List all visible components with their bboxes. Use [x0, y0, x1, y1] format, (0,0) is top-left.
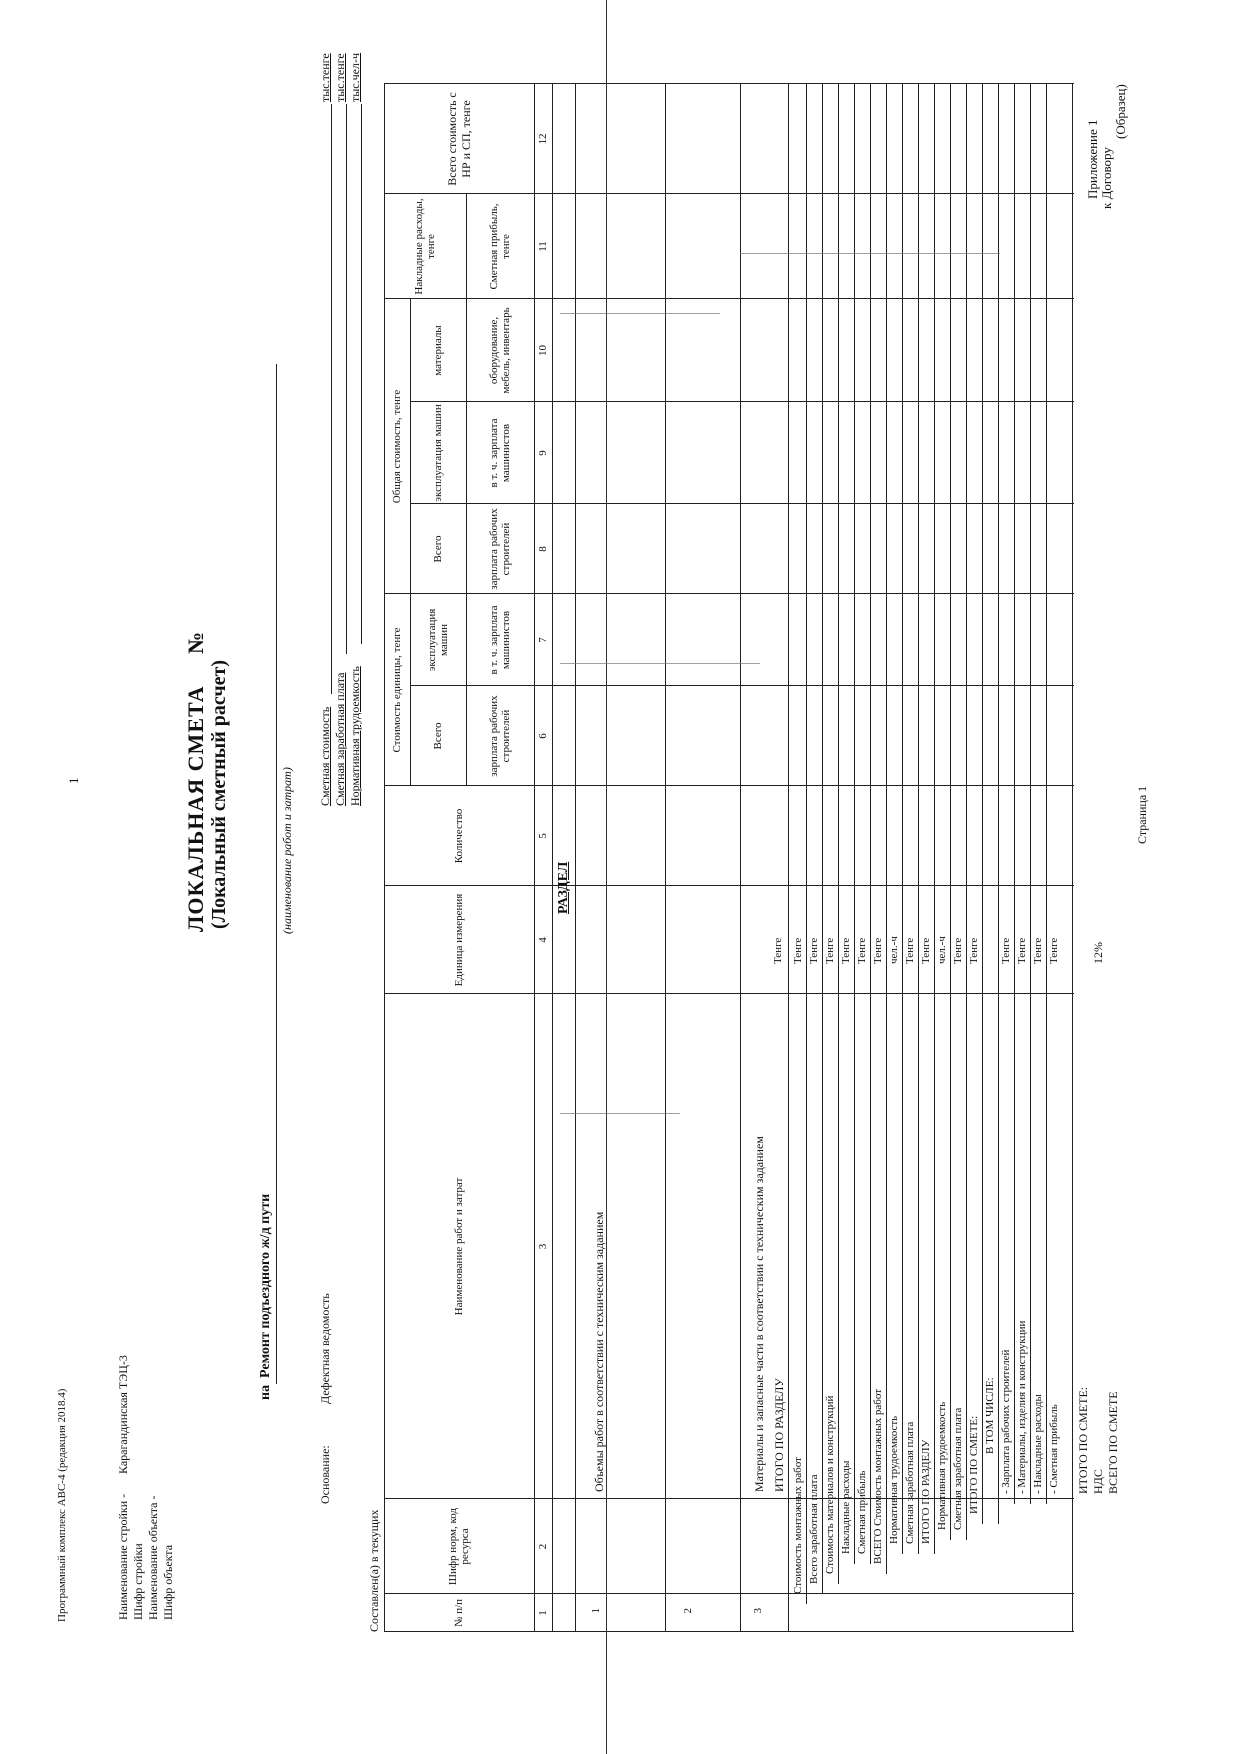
basis-value: Дефектная ведомость: [318, 1293, 332, 1404]
total-label-wage: Всего заработная плата: [808, 1474, 820, 1584]
row-2-number: 2: [682, 1608, 694, 1614]
total-label-builders-wage: - Зарплата рабочих строителей: [1000, 1349, 1012, 1494]
total-unit-wage: Тенге: [808, 937, 820, 964]
col-header-unit-cost: Стоимость единицы, тенге: [391, 627, 403, 753]
final-vat-label: НДС: [1091, 1469, 1105, 1494]
col-header-name: Наименование работ и затрат: [453, 1177, 465, 1316]
total-unit-materials-products: Тенге: [1016, 937, 1028, 964]
scan-smear: [560, 663, 760, 664]
total-unit-overhead-2: Тенге: [1032, 937, 1044, 964]
col-number-9: 9: [537, 450, 549, 456]
total-label-mount-cost: Стоимость монтажных работ: [792, 1457, 804, 1594]
col-number-1: 1: [537, 1610, 549, 1616]
total-label-estimated-wage-1: Сметная заработная плата: [904, 1421, 916, 1544]
total-unit-materials: Тенге: [824, 937, 836, 964]
total-label-section-2: ИТОГО ПО РАЗДЕЛУ: [920, 1439, 932, 1544]
total-label-overhead: Накладные расходы: [840, 1460, 852, 1554]
total-unit-estimated-wage-2: Тенге: [952, 937, 964, 964]
col-header-uc-total: Всего: [432, 722, 444, 750]
summary-cost-unit: тыс.тенге: [318, 53, 332, 102]
total-unit-all-mount: Тенге: [872, 937, 884, 964]
appendix-line-3: (Образец): [1113, 84, 1128, 139]
total-label-estimate-total: ИТОГО ПО СМЕТЕ:: [968, 1415, 980, 1514]
compiled-in-label: Составлен(а) в текущих: [367, 1509, 381, 1632]
final-vat-rate: 12%: [1091, 942, 1105, 964]
summary-labor-line: [361, 104, 362, 644]
page-number-top: 1: [66, 777, 81, 784]
col-header-tc-equipment: оборудование, мебель, инвентарь: [488, 307, 512, 394]
total-label-labor-2: Нормативная трудоемкость: [936, 1401, 948, 1530]
col-header-tc-mach: эксплуатация машин: [432, 404, 444, 502]
summary-wage-unit: тыс.тенге: [333, 53, 347, 102]
estimate-title: ЛОКАЛЬНАЯ СМЕТА: [183, 685, 208, 932]
software-version: Программный комплекс АВС-4 (редакция 2018.4): [56, 1388, 68, 1622]
scan-smear: [560, 1113, 680, 1114]
col-header-tc-total: Всего: [432, 535, 444, 563]
col-number-2: 2: [537, 1543, 549, 1550]
col-header-unit: Единица измерения: [453, 893, 465, 987]
col-number-10: 10: [537, 345, 549, 356]
scan-fold-line: [606, 0, 607, 1754]
summary-cost-line: [331, 104, 332, 694]
summary-labor-unit: тыс.чел-ч: [348, 52, 362, 102]
col-header-uc-mach-wage: в т. ч. зарплата машинистов: [488, 605, 512, 675]
total-label-profit-2: - Сметная прибыль: [1048, 1404, 1060, 1494]
col-header-total-np: Всего стоимость с НР и СП, тенге: [445, 92, 473, 186]
final-grand-total-label: ВСЕГО ПО СМЕТЕ: [1106, 1391, 1120, 1494]
col-header-tc-materials: материалы: [432, 325, 444, 376]
summary-labor-label: Нормативная трудоемкость: [348, 666, 362, 806]
object-code-label: Шифр объекта: [161, 1544, 175, 1620]
total-unit-section-1: Тенге: [772, 937, 784, 964]
total-unit-labor-2: чел.-ч: [936, 936, 948, 964]
section-label: РАЗДЕЛ: [556, 861, 571, 914]
total-label-materials-products: - Материалы, изделия и конструкции: [1016, 1320, 1028, 1494]
col-header-tc-wage: зарплата рабочих строителей: [488, 508, 512, 590]
col-number-7: 7: [537, 637, 549, 643]
work-name: Ремонт подъездного ж/д пути: [258, 1193, 273, 1378]
col-number-4: 4: [537, 937, 549, 943]
total-unit-section-2: Тенге: [920, 937, 932, 964]
summary-wage-label: Сметная заработная плата: [333, 672, 347, 806]
total-unit-profit-2: Тенге: [1048, 937, 1060, 964]
work-name-underline: [276, 364, 277, 1384]
row-3-number: 3: [752, 1608, 764, 1614]
row-1-name: Объемы работ в соответствии с техническим заданием: [592, 1211, 606, 1492]
summary-cost-label: Сметная стоимость: [318, 706, 332, 806]
col-header-uc-wage: зарплата рабочих строителей: [488, 695, 512, 777]
total-unit-builders-wage: Тенге: [1000, 937, 1012, 964]
total-label-estimated-wage-2: Сметная заработная плата: [952, 1407, 964, 1530]
col-header-code: Шифр норм, код ресурса: [447, 1507, 471, 1586]
col-number-6: 6: [537, 733, 549, 739]
col-number-5: 5: [537, 833, 549, 839]
total-label-section-1: ИТОГО ПО РАЗДЕЛУ: [772, 1378, 786, 1492]
final-estimate-total-label: ИТОГО ПО СМЕТЕ:: [1076, 1386, 1090, 1494]
row-3-name: Материалы и запасные части в соответствии с техническим заданием: [752, 1136, 766, 1492]
col-header-profit: Сметная прибыль, тенге: [488, 203, 512, 290]
construction-name-label: Наименование стройки -: [116, 1493, 130, 1620]
col-number-12: 12: [537, 133, 549, 145]
total-label-profit: Сметная прибыль: [856, 1470, 868, 1554]
object-name-label: Наименование объекта -: [146, 1495, 160, 1620]
construction-name-value: Карагандинская ТЭЦ-3: [116, 1355, 130, 1474]
appendix-line-2: к Договору: [1099, 147, 1114, 209]
page-footer: Страница 1: [1135, 785, 1149, 844]
col-header-qty: Количество: [453, 808, 465, 864]
total-label-including: В ТОМ ЧИСЛЕ:: [984, 1377, 996, 1454]
total-unit-profit: Тенге: [856, 937, 868, 964]
total-label-overhead-2: - Накладные расходы: [1032, 1394, 1044, 1494]
scan-smear: [560, 313, 720, 314]
col-header-total-cost: Общая стоимость, тенге: [391, 389, 403, 504]
total-unit-mount-cost: Тенге: [792, 937, 804, 964]
col-number-8: 8: [537, 546, 549, 552]
total-unit-overhead: Тенге: [840, 937, 852, 964]
total-label-materials: Стоимость материалов и конструкций: [824, 1395, 836, 1574]
total-label-labor-1: Нормативная трудоемкость: [888, 1415, 900, 1544]
total-label-all-mount: ВСЕГО Стоимость монтажных работ: [872, 1388, 884, 1564]
summary-wage-line: [346, 104, 347, 654]
basis-label: Основание:: [318, 1445, 332, 1504]
appendix-line-1: Приложение 1: [1085, 119, 1100, 199]
col-header-uc-mach: эксплуатация машин: [426, 608, 450, 672]
work-name-caption: (наименование работ и затрат): [280, 767, 294, 934]
row-1-number: 1: [590, 1608, 602, 1614]
estimate-number-sign: №: [183, 630, 208, 654]
total-unit-estimated-wage-1: Тенге: [904, 937, 916, 964]
na-label: на: [258, 1384, 273, 1400]
construction-code-label: Шифр стройки: [131, 1543, 145, 1620]
col-header-num: № п/п: [453, 1598, 465, 1628]
total-unit-estimate-total: Тенге: [968, 937, 980, 964]
total-unit-labor-1: чел.-ч: [888, 936, 900, 964]
estimate-subtitle: (Локальный сметный расчет): [208, 659, 230, 929]
col-number-11: 11: [537, 241, 549, 252]
col-number-3: 3: [537, 1243, 549, 1250]
scan-smear: [740, 253, 1000, 254]
col-header-overhead: Накладные расходы, тенге: [413, 198, 437, 295]
col-header-tc-mach-wage: в т. ч. зарплата машинистов: [488, 418, 512, 488]
